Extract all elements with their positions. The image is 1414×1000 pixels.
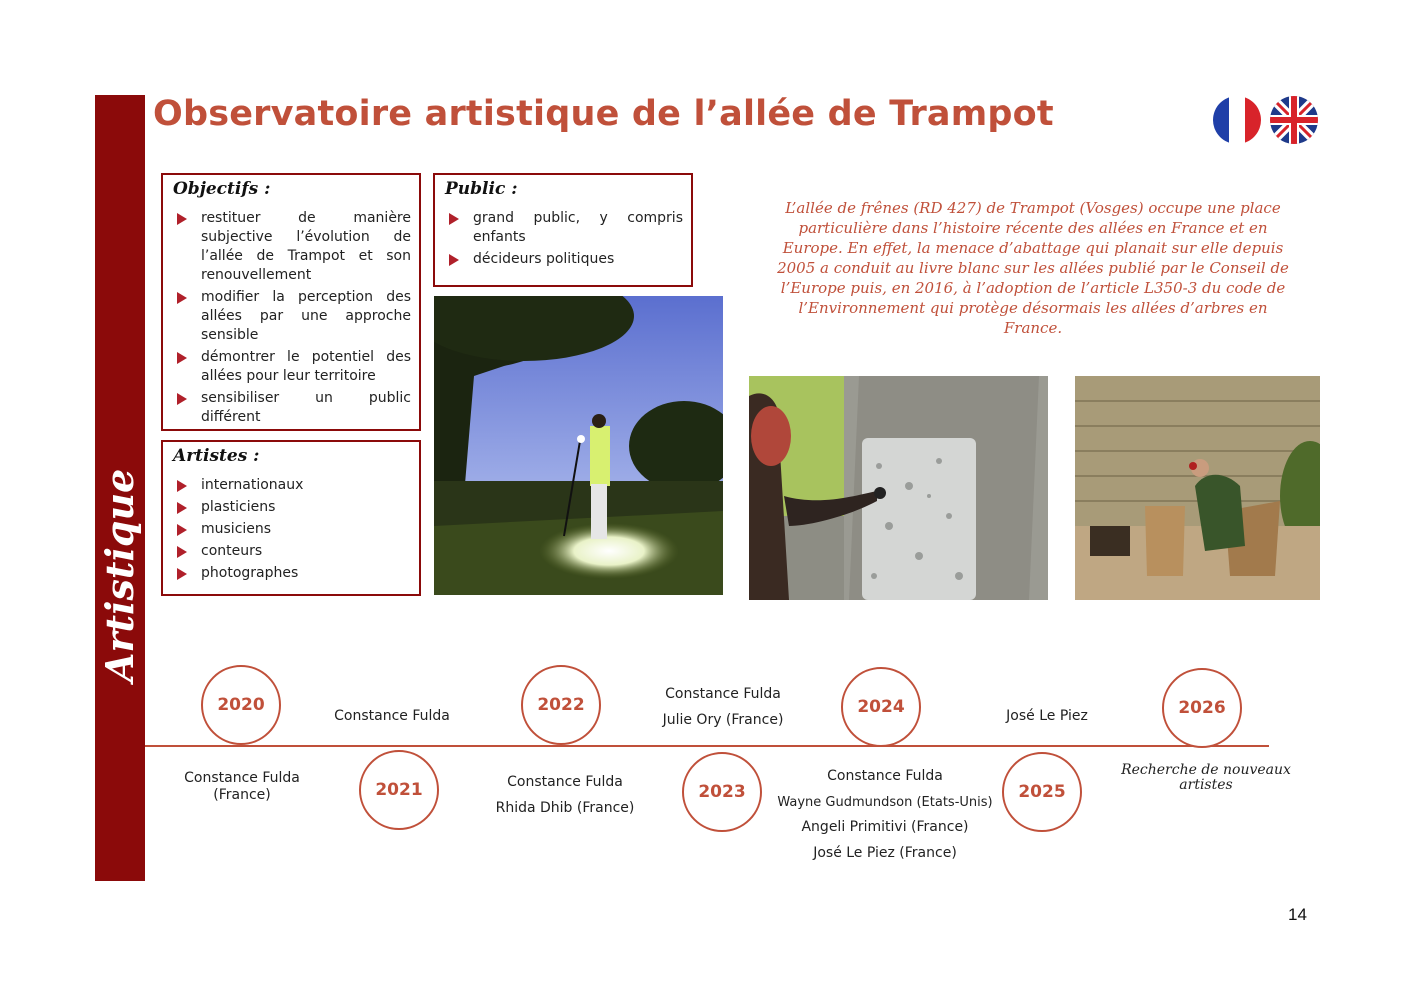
artists-2022: Constance Fulda Rhida Dhib (France) [495, 774, 635, 816]
french-flag-icon[interactable] [1213, 96, 1261, 144]
public-title: Public : [445, 179, 518, 199]
page-title: Observatoire artistique de l’allée de Trampot [153, 94, 1054, 134]
timeline-axis [145, 745, 1269, 747]
artists-2024: Constance Fulda Wayne Gudmundson (Etats-Unis) Angeli Primitivi (France) José Le Piez (France) [777, 768, 993, 861]
list-item: décideurs politiques [445, 250, 683, 269]
year-2022: 2022 [521, 665, 601, 745]
artists-2025: José Le Piez [1006, 708, 1088, 724]
year-2020: 2020 [201, 665, 281, 745]
artistes-box [161, 440, 421, 596]
allee-description: L’allée de frênes (RD 427) de Trampot (Vosges) occupe une place particulière dans l’histoire récente des allées en France et en Europe. En effet, la menace d’abattage qui planait sur elle depuis 2005 a conduit au livre blanc sur les allées publié par le Conseil de l’Europe puis, en 2016, à l’adoption de l’article L350-3 du code de l’Environnement qui protège désormais les allées d’arbres en France. [777, 199, 1289, 337]
artistes-list [163, 476, 419, 583]
section-label: Artistique [97, 468, 142, 682]
objectifs-list [163, 209, 419, 427]
list-item: musiciens [173, 520, 411, 539]
public-box [433, 173, 693, 287]
list-item: sensibiliser un public différent [173, 389, 411, 427]
list-item: photographes [173, 564, 411, 583]
list-item: conteurs [173, 542, 411, 561]
artists-2021: Constance Fulda [334, 708, 450, 724]
artists-2023: Constance Fulda Julie Ory (France) [662, 686, 784, 728]
year-2021: 2021 [359, 750, 439, 830]
page-number: 14 [1288, 905, 1307, 924]
year-2025: 2025 [1002, 752, 1082, 832]
list-item: restituer de manière subjective l’évolution de l’allée de Trampot et son renouvellement [173, 209, 411, 285]
uk-flag-icon[interactable] [1270, 96, 1318, 144]
year-2023: 2023 [682, 752, 762, 832]
public-list [435, 209, 691, 269]
artists-2026: Recherche de nouveaux artistes [1121, 762, 1291, 793]
wood-sculptor-photo [1075, 376, 1320, 600]
list-item: modifier la perception des allées par une approche sensible [173, 288, 411, 345]
year-2024: 2024 [841, 667, 921, 747]
objectifs-box [161, 173, 421, 431]
tree-relief-photo [749, 376, 1048, 600]
list-item: internationaux [173, 476, 411, 495]
list-item: plasticiens [173, 498, 411, 517]
section-sidebar [95, 95, 145, 881]
objectifs-title: Objectifs : [173, 179, 271, 199]
night-photographer-photo [434, 296, 723, 595]
list-item: démontrer le potentiel des allées pour leur territoire [173, 348, 411, 386]
list-item: grand public, y compris enfants [445, 209, 683, 247]
year-2026: 2026 [1162, 668, 1242, 748]
artists-2020: Constance Fulda (France) [184, 770, 300, 803]
artistes-title: Artistes : [173, 446, 260, 466]
